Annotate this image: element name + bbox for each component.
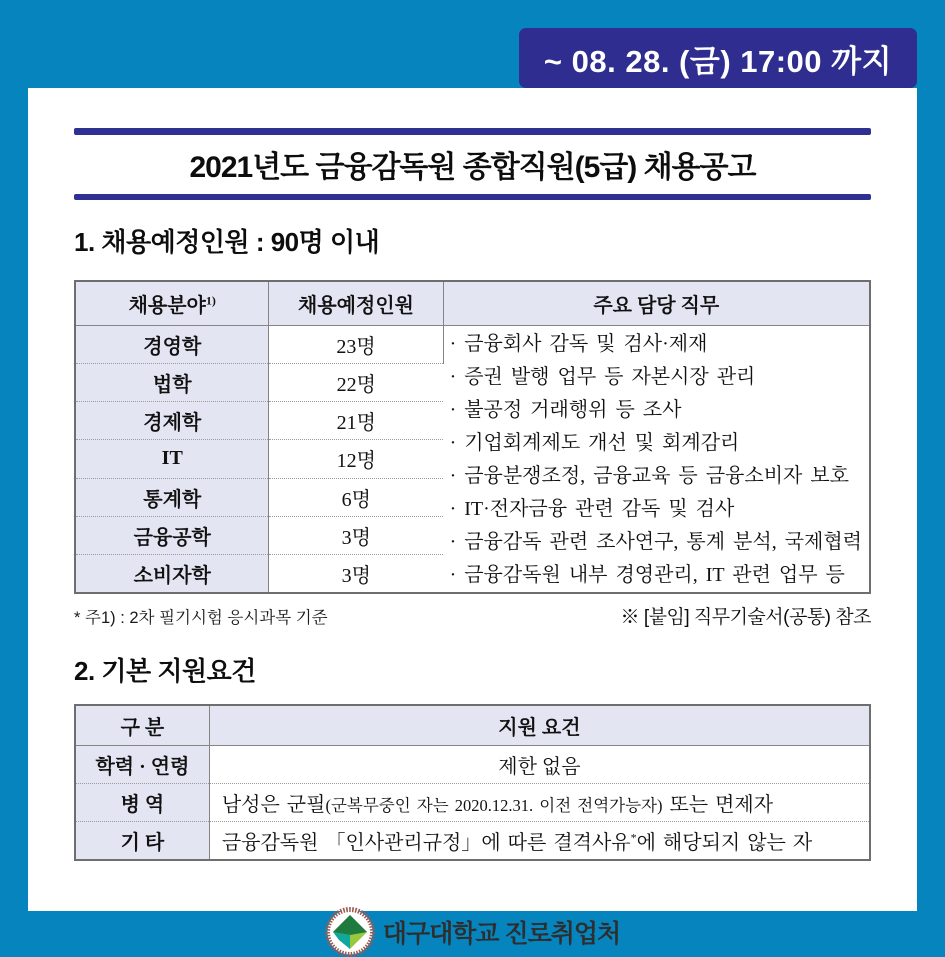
duty-item: · 금융분쟁조정, 금융교육 등 금융소비자 보호: [449, 465, 849, 487]
count-cell: 21명: [269, 402, 443, 440]
field-cell: 법학: [75, 364, 269, 402]
field-cell: 경제학: [75, 402, 269, 440]
category-cell: 병 역: [75, 784, 209, 822]
count-cell: 3명: [269, 554, 443, 593]
col-header-field: 채용분야$^{1)}$: [75, 281, 269, 326]
footnote-marker: 1): [205, 293, 216, 308]
footer: [74, 907, 871, 957]
duty-item: · 금융감독 관련 조사연구, 통계 분석, 국제협력: [449, 531, 862, 553]
footnote-left: * 주1) : 2차 필기시험 응시과목 기준: [74, 609, 328, 627]
requirements-table: [74, 704, 871, 861]
footnotes: [74, 602, 871, 629]
field-cell: 경영학: [75, 326, 269, 364]
requirement-cell: 금융감독원 「인사관리규정」에 따른 결격사유*에 해당되지 않는 자: [209, 822, 870, 861]
category-cell: 기 타: [75, 822, 209, 861]
notice-card: [28, 88, 917, 948]
requirement-cell: 제한 없음: [209, 746, 870, 784]
count-cell: 3명: [269, 516, 443, 554]
footnote-marker: *: [630, 830, 637, 845]
footnote-right: ※ [붙임] 직무기술서(공통) 참조: [620, 607, 871, 628]
section2-heading: 2. 기본 지원요건: [74, 656, 256, 686]
deadline-text: ~ 08. 28. (금) 17:00 까지: [543, 43, 893, 79]
page-title: 2021년도 금융감독원 종합직원(5급) 채용공고: [189, 151, 756, 184]
col-header-requirement: 지원 요건: [209, 705, 870, 746]
category-cell: 학력 · 연령: [75, 746, 209, 784]
table-header-row: [75, 705, 870, 746]
deadline-banner: [519, 28, 917, 88]
table-header-row: [75, 281, 870, 326]
field-cell: 금융공학: [75, 516, 269, 554]
title-rule-bottom: [74, 194, 871, 200]
table-row: [75, 784, 870, 822]
duty-item: · 금융감독원 내부 경영관리, IT 관련 업무 등: [449, 564, 845, 586]
count-cell: 6명: [269, 478, 443, 516]
title-rule-top: [74, 128, 871, 135]
duty-item: · 금융회사 감독 및 검사·제재: [449, 333, 708, 355]
duty-item: · IT·전자금융 관련 감독 및 검사: [449, 498, 735, 520]
count-cell: 12명: [269, 440, 443, 478]
table-row: [75, 746, 870, 784]
col-header-count: 채용예정인원: [269, 281, 443, 326]
organization-name: 대구대학교 진로취업처: [382, 920, 621, 948]
requirement-cell: 남성은 군필(군복무중인 자는 2020.12.31. 이전 전역가능자) 또는 면제자: [209, 784, 870, 822]
duties-cell: [443, 326, 870, 594]
section1-heading: 1. 채용예정인원 : 90명 이내: [74, 227, 380, 257]
count-cell: 22명: [269, 364, 443, 402]
recruitment-table: [74, 280, 871, 594]
field-cell: 통계학: [75, 478, 269, 516]
field-cell: 소비자학: [75, 554, 269, 593]
title-block: [74, 128, 871, 200]
requirement-detail: (군복무중인 자는 2020.12.31. 이전 전역가능자): [325, 796, 663, 815]
count-cell: 23명: [269, 326, 443, 364]
duty-item: · 불공정 거래행위 등 조사: [449, 399, 682, 421]
field-cell: IT: [75, 440, 269, 478]
table-row: [75, 822, 870, 861]
daegu-university-logo-icon: [325, 907, 375, 957]
duty-item: · 증권 발행 업무 등 자본시장 관리: [449, 366, 756, 388]
col-header-category: 구 분: [75, 705, 209, 746]
col-header-duty: 주요 담당 직무: [443, 281, 870, 326]
duty-item: · 기업회계제도 개선 및 회계감리: [449, 432, 740, 454]
table-row: [75, 326, 870, 364]
